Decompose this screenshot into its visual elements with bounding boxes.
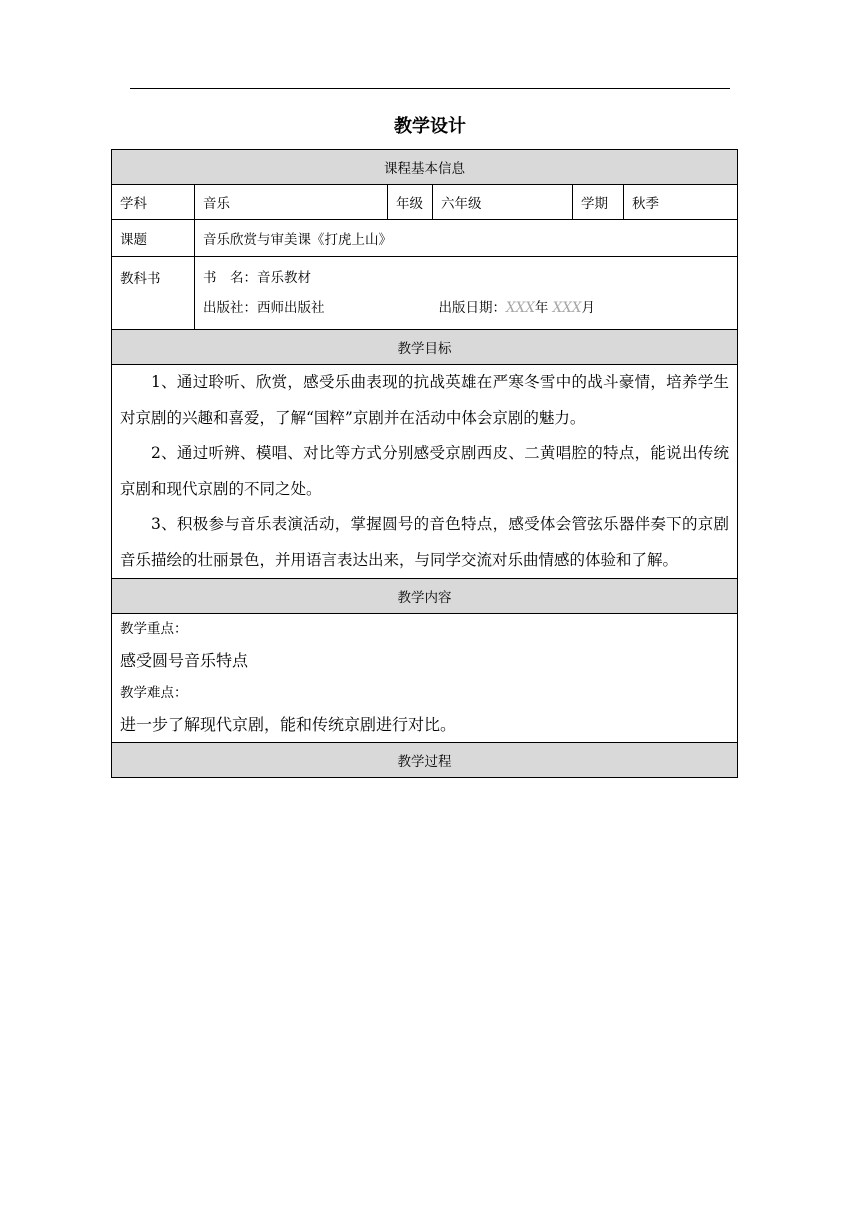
subject-label: 学科 bbox=[112, 185, 195, 220]
key-point-label: 教学重点： bbox=[120, 621, 188, 637]
subject-value: 音乐 bbox=[195, 185, 388, 220]
publisher-label: 出版社： bbox=[203, 300, 257, 316]
publisher-value: 西师出版社 bbox=[257, 300, 325, 316]
grade-label: 年级 bbox=[388, 185, 433, 220]
objectives-header-row bbox=[112, 330, 738, 365]
content-header-row bbox=[112, 579, 738, 614]
book-name-label: 书 名： bbox=[203, 270, 257, 286]
publisher-line bbox=[203, 293, 729, 323]
content-body bbox=[112, 614, 738, 743]
content-section-title: 教学内容 bbox=[112, 579, 738, 614]
lesson-plan-table bbox=[111, 149, 738, 778]
term-label: 学期 bbox=[573, 185, 624, 220]
book-name-value: 音乐教材 bbox=[257, 270, 311, 286]
process-header-row bbox=[112, 743, 738, 778]
objectives-row bbox=[112, 365, 738, 579]
objective-item: 1、通过聆听、欣赏，感受乐曲表现的抗战英雄在严寒冬雪中的战斗豪情，培养学生对京剧的兴趣和喜爱，了解“国粹”京剧并在活动中体会京剧的魅力。 bbox=[120, 373, 730, 427]
header-rule bbox=[130, 88, 730, 89]
topic-value: 音乐欣赏与审美课《打虎上山》 bbox=[195, 220, 738, 257]
pub-year-placeholder: XXX bbox=[506, 300, 535, 316]
textbook-row bbox=[112, 257, 738, 330]
textbook-label: 教科书 bbox=[112, 257, 195, 330]
book-name-line bbox=[203, 263, 729, 293]
topic-label: 课题 bbox=[112, 220, 195, 257]
content-row bbox=[112, 614, 738, 743]
pub-year-unit: 年 bbox=[534, 300, 549, 316]
pub-month-placeholder: XXX bbox=[552, 300, 582, 316]
basic-info-header-row bbox=[112, 150, 738, 185]
objectives-section-title: 教学目标 bbox=[112, 330, 738, 365]
document-title: 教学设计 bbox=[394, 116, 466, 137]
objective-item: 2、通过听辨、模唱、对比等方式分别感受京剧西皮、二黄唱腔的特点，能说出传统京剧和现代京剧的不同之处。 bbox=[120, 444, 730, 498]
textbook-details bbox=[195, 257, 738, 330]
pub-date-label: 出版日期： bbox=[438, 300, 506, 316]
objective-item: 3、积极参与音乐表演活动，掌握圆号的音色特点，感受体会管弦乐器伴奏下的京剧音乐描绘的壮丽景色，并用语言表达出来，与同学交流对乐曲情感的体验和了解。 bbox=[120, 515, 730, 569]
grade-value: 六年级 bbox=[433, 185, 573, 220]
pub-month-unit: 月 bbox=[581, 300, 595, 316]
subject-grade-term-row bbox=[112, 185, 738, 220]
term-value: 秋季 bbox=[624, 185, 738, 220]
key-point-text: 感受圆号音乐特点 bbox=[120, 651, 249, 670]
topic-row bbox=[112, 220, 738, 257]
objectives-content bbox=[112, 365, 738, 579]
difficulty-text: 进一步了解现代京剧，能和传统京剧进行对比。 bbox=[120, 715, 457, 734]
difficulty-label: 教学难点： bbox=[120, 685, 188, 701]
basic-info-section-title: 课程基本信息 bbox=[112, 150, 738, 185]
process-section-title: 教学过程 bbox=[112, 743, 738, 778]
